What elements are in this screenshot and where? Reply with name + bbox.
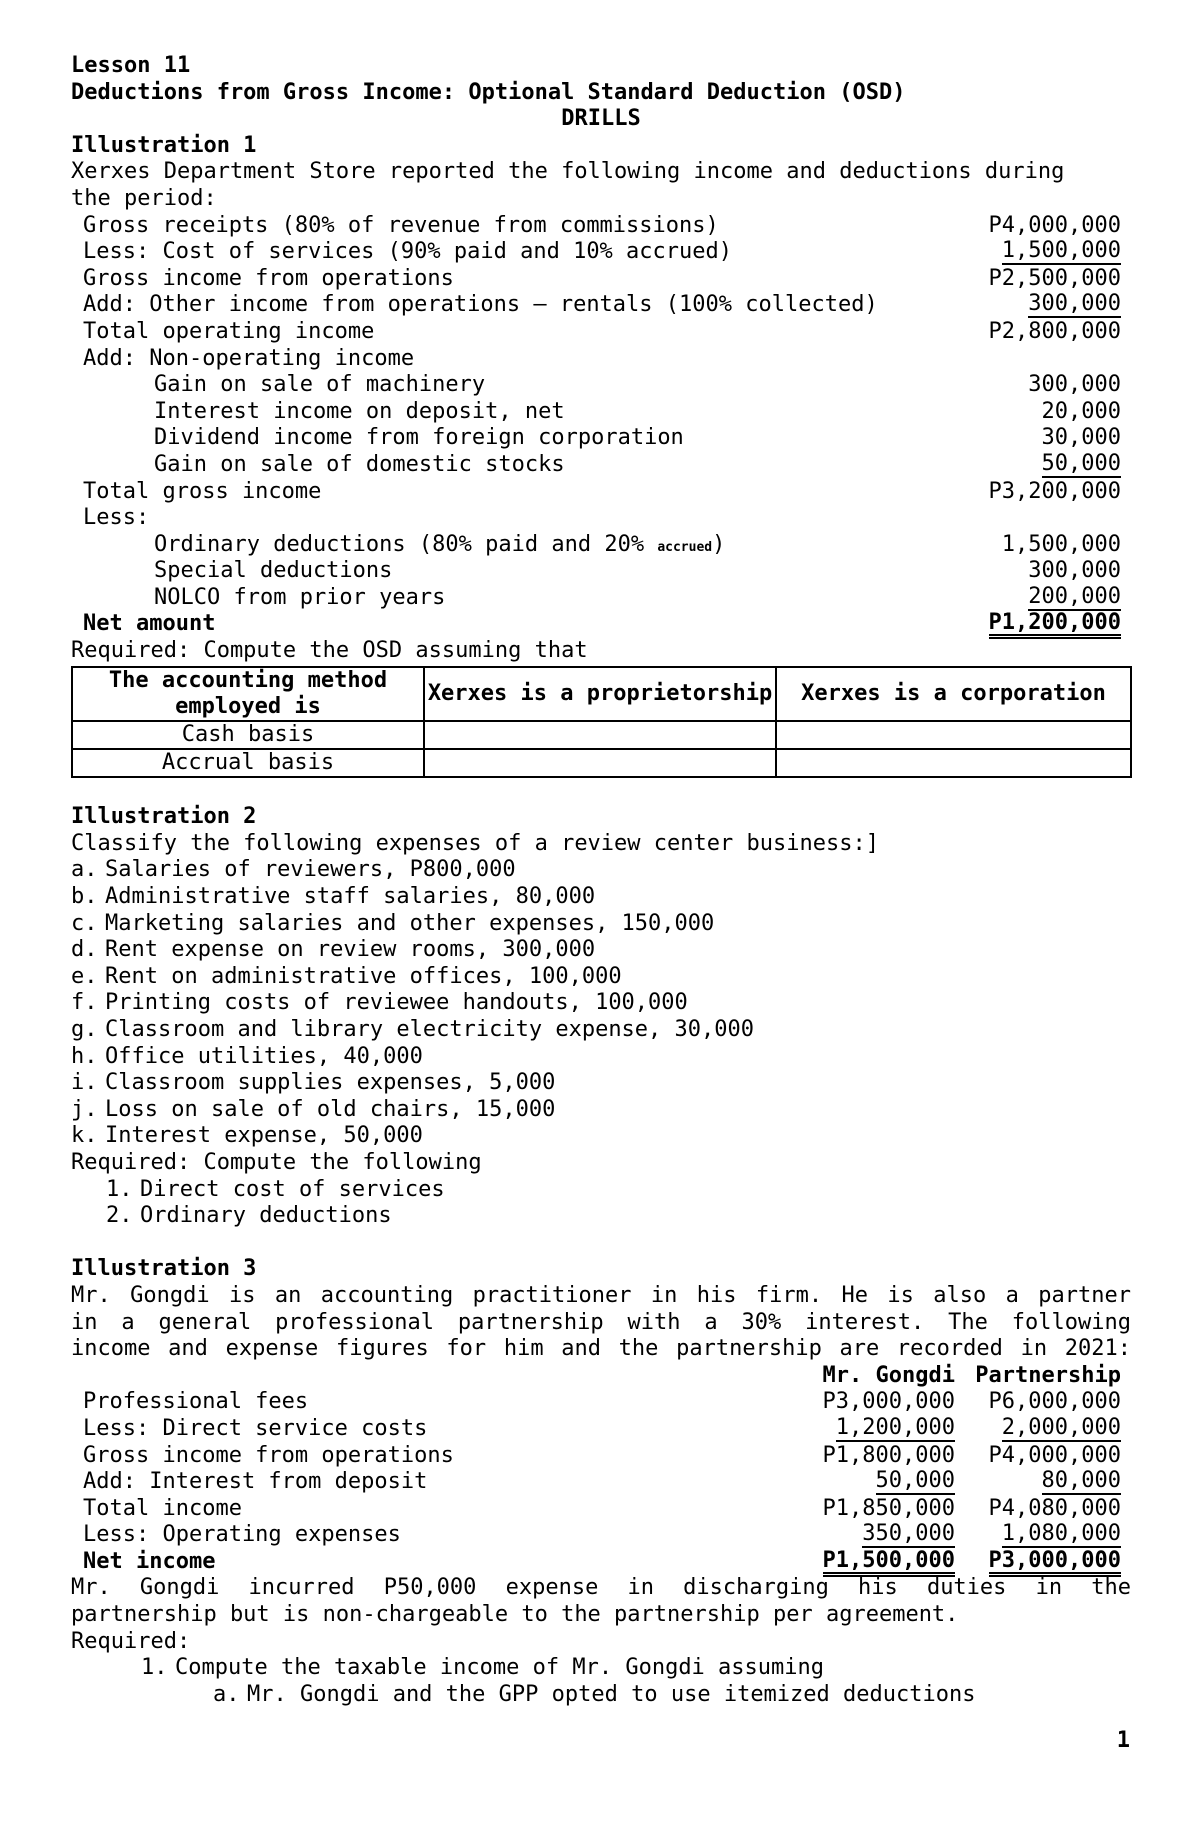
statement-row	[71, 319, 1131, 346]
list-marker: a.	[71, 857, 98, 883]
list-marker: k.	[71, 1123, 98, 1149]
statement-row	[71, 239, 1131, 266]
list-text: Administrative staff salaries, 80,000	[105, 884, 596, 910]
statement-row	[71, 292, 1131, 319]
list-marker: b.	[71, 884, 98, 910]
statement-row	[71, 479, 1131, 506]
list-text: Loss on sale of old chairs, 15,000	[105, 1096, 556, 1122]
list-text: Interest expense, 50,000	[105, 1123, 423, 1149]
statement-row-total	[71, 611, 1131, 638]
row-label: Total income	[83, 1495, 242, 1521]
row-label-end: )	[712, 531, 726, 557]
row-label: Less:	[83, 505, 150, 531]
row-label: Professional fees	[83, 1389, 309, 1415]
list-item	[71, 1123, 1131, 1150]
list-marker: f.	[71, 990, 98, 1016]
row-amount-partnership: P6,000,000	[988, 1389, 1121, 1415]
row-amount: 1,500,000	[1001, 238, 1121, 264]
row-label: Net income	[83, 1548, 216, 1574]
row-label: Interest income on deposit, net	[154, 398, 565, 424]
row-label: Gain on sale of domestic stocks	[154, 451, 565, 477]
statement-row	[71, 452, 1131, 479]
row-amount: 50,000	[1041, 450, 1121, 476]
list-text: Ordinary deductions	[140, 1203, 392, 1229]
list-text: Rent expense on review rooms, 300,000	[105, 937, 596, 963]
row-amount-partnership: P4,000,000	[988, 1442, 1121, 1468]
row-label-small: accrued	[657, 539, 713, 555]
illustration-1-intro-cont: the period:	[71, 185, 217, 211]
row-amount-gongdi: 50,000	[875, 1468, 955, 1494]
illustration-1-intro: Xerxes Department Store reported the following income and deductions during	[71, 159, 1065, 185]
row-label: Total operating income	[83, 318, 375, 344]
row-amount-gongdi: P1,800,000	[822, 1442, 955, 1468]
illustration-3-intro: income and expense figures for him and the partnership are recorded in 2021:	[71, 1336, 1131, 1362]
row-amount: P2,800,000	[988, 318, 1121, 344]
list-text: Marketing salaries and other expenses, 150,000	[105, 910, 715, 936]
statement-row	[71, 585, 1131, 612]
illustration-3-intro: Mr. Gongdi is an accounting practitioner in his firm. He is also a partner	[71, 1282, 1131, 1308]
list-item	[71, 937, 1131, 964]
statement-row	[71, 1469, 1131, 1496]
statement-row	[71, 399, 1131, 426]
row-label: Less: Operating expenses	[83, 1522, 401, 1548]
list-text: Rent on administrative offices, 100,000	[105, 963, 622, 989]
illustration-3-heading: Illustration 3	[71, 1256, 257, 1282]
list-marker: 1.	[141, 1655, 168, 1681]
list-item	[71, 1682, 1131, 1709]
illustration-2-heading: Illustration 2	[71, 804, 257, 830]
row-label: Gross income from operations	[83, 1442, 454, 1468]
list-marker: h.	[71, 1043, 98, 1069]
statement-row	[71, 1389, 1131, 1416]
statement-row-total	[71, 1549, 1131, 1576]
list-marker: j.	[71, 1096, 98, 1122]
row-amount: P1,200,000	[989, 611, 1121, 639]
row-label: Less: Cost of services (90% paid and 10% accrued)	[83, 239, 733, 265]
list-item	[106, 1177, 1131, 1204]
row-amount-partnership: 1,080,000	[1001, 1521, 1121, 1547]
statement-row	[71, 558, 1131, 585]
list-text: Classroom supplies expenses, 5,000	[105, 1070, 556, 1096]
list-text: Classroom and library electricity expense, 30,000	[105, 1017, 755, 1042]
table-cell	[776, 749, 1131, 777]
column-header-gongdi: Mr. Gongdi	[822, 1362, 955, 1388]
list-marker: e.	[71, 963, 98, 989]
list-item	[106, 1203, 1131, 1230]
list-item	[71, 1044, 1131, 1071]
row-amount-partnership: P3,000,000	[989, 1549, 1121, 1577]
statement-row	[71, 1496, 1131, 1523]
list-marker: i.	[71, 1070, 98, 1096]
document-page	[71, 0, 1131, 1708]
illustration-1-required: Required: Compute the OSD assuming that	[71, 638, 588, 664]
list-marker: c.	[71, 910, 98, 936]
statement-row	[71, 266, 1131, 293]
page-number: 1	[1116, 1728, 1130, 1753]
row-amount-gongdi: P1,850,000	[822, 1495, 955, 1521]
required-list	[71, 1177, 1131, 1230]
row-amount-partnership: 2,000,000	[1001, 1414, 1121, 1440]
list-text: Salaries of reviewers, P800,000	[105, 857, 516, 883]
row-amount: P4,000,000	[988, 212, 1121, 238]
row-amount-partnership: 80,000	[1041, 1468, 1121, 1494]
illustration-3-note: Mr. Gongdi incurred P50,000 expense in discharging his duties in the	[71, 1575, 1131, 1601]
list-text: Office utilities, 40,000	[105, 1043, 423, 1069]
statement-row	[71, 1443, 1131, 1470]
statement-row	[71, 425, 1131, 452]
row-label: Ordinary deductions (80% paid and 20%	[154, 531, 658, 557]
list-marker: a.	[213, 1681, 240, 1707]
column-headers	[71, 1363, 1131, 1390]
drills-subtitle: DRILLS	[561, 106, 641, 132]
row-label: Less: Direct service costs	[83, 1415, 428, 1441]
row-label: Gross income from operations	[83, 265, 454, 291]
osd-table	[71, 666, 1132, 778]
list-text: Mr. Gongdi and the GPP opted to use itemized deductions	[247, 1681, 976, 1707]
list-item	[71, 1070, 1131, 1097]
document-title: Deductions from Gross Income: Optional Standard Deduction (OSD)	[71, 79, 906, 105]
row-label: Add: Interest from deposit	[83, 1469, 428, 1495]
illustration-3-required: Required:	[71, 1628, 191, 1654]
row-amount: 20,000	[1041, 398, 1121, 424]
row-label: Add: Non-operating income	[83, 345, 415, 371]
row-amount: P3,200,000	[988, 478, 1121, 504]
list-text: Printing costs of reviewee handouts, 100,000	[105, 990, 688, 1016]
row-amount-gongdi: 350,000	[862, 1521, 955, 1547]
statement-row	[71, 1522, 1131, 1549]
row-label: Total gross income	[83, 478, 322, 504]
statement-row	[71, 213, 1131, 240]
list-item	[71, 964, 1131, 991]
list-item	[71, 857, 1131, 884]
list-item	[71, 1017, 1131, 1044]
list-marker: 2.	[106, 1203, 133, 1229]
statement-row	[71, 372, 1131, 399]
list-marker: g.	[71, 1017, 98, 1042]
illustration-2-required: Required: Compute the following	[71, 1149, 482, 1175]
row-label: Gross receipts (80% of revenue from commissions)	[83, 212, 719, 238]
list-item	[71, 911, 1131, 938]
row-amount: 300,000	[1028, 291, 1121, 317]
list-text: Compute the taxable income of Mr. Gongdi assuming	[175, 1655, 825, 1681]
row-label: Dividend income from foreign corporation	[154, 425, 684, 451]
list-marker: 1.	[106, 1176, 133, 1202]
table-header: The accounting method employed is	[72, 667, 424, 721]
illustration-3-note-cont: partnership but is non-chargeable to the partnership per agreement.	[71, 1602, 959, 1628]
lesson-label: Lesson 11	[71, 53, 191, 78]
table-cell: Accrual basis	[72, 749, 424, 777]
table-header: Xerxes is a corporation	[776, 667, 1131, 721]
row-label: Net amount	[83, 611, 216, 637]
row-label: Gain on sale of machinery	[154, 372, 486, 398]
row-amount: 200,000	[1028, 583, 1121, 609]
table-cell: Cash basis	[72, 721, 424, 749]
row-amount: 1,500,000	[1001, 531, 1121, 557]
statement-row	[71, 505, 1131, 532]
illustration-2-intro: Classify the following expenses of a review center business:]	[71, 830, 879, 856]
illustration-1-heading: Illustration 1	[71, 132, 257, 158]
row-amount: P2,500,000	[988, 265, 1121, 291]
expense-list	[71, 857, 1131, 1150]
column-header-partnership: Partnership	[975, 1362, 1121, 1388]
row-amount: 30,000	[1041, 425, 1121, 451]
list-marker: d.	[71, 937, 98, 963]
statement-row	[71, 1416, 1131, 1443]
table-cell	[424, 749, 776, 777]
table-cell	[424, 721, 776, 749]
row-label: Add: Other income from operations – rentals (100% collected)	[83, 292, 878, 318]
list-text: Direct cost of services	[140, 1176, 445, 1202]
row-amount: 300,000	[1028, 372, 1121, 398]
row-amount-partnership: P4,080,000	[988, 1495, 1121, 1521]
illustration-3-intro: in a general professional partnership with a 30% interest. The following	[71, 1309, 1131, 1335]
row-label: Special deductions	[154, 558, 393, 584]
list-item	[71, 884, 1131, 911]
row-amount-gongdi: P3,000,000	[822, 1389, 955, 1415]
list-item	[71, 1097, 1131, 1124]
table-header: Xerxes is a proprietorship	[424, 667, 776, 721]
table-cell	[776, 721, 1131, 749]
row-amount: 300,000	[1028, 558, 1121, 584]
list-item	[71, 1655, 1131, 1682]
row-amount-gongdi: P1,500,000	[823, 1549, 955, 1577]
row-label: NOLCO from prior years	[154, 584, 446, 610]
statement-row	[71, 346, 1131, 373]
statement-row	[71, 532, 1131, 559]
row-amount-gongdi: 1,200,000	[835, 1414, 955, 1440]
list-item	[71, 990, 1131, 1017]
